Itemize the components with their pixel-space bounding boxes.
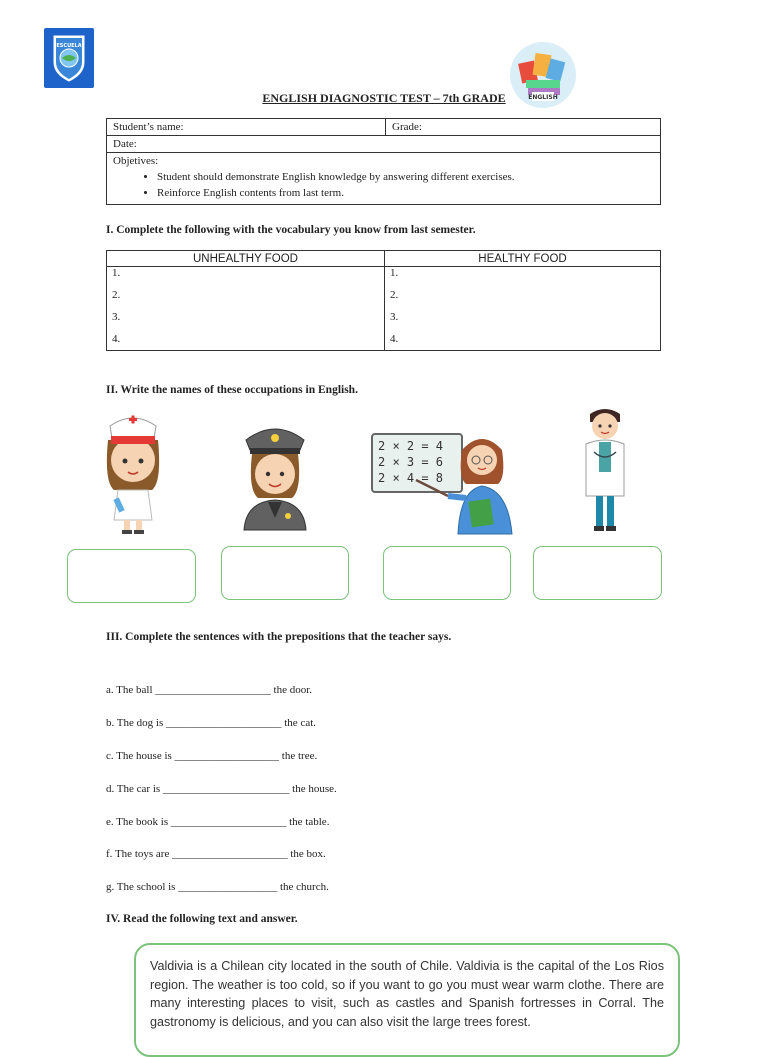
teacher-illustration [370,428,520,536]
school-logo [44,28,94,88]
occupation-answer-box-1[interactable] [67,549,196,603]
page-title: ENGLISH DIAGNOSTIC TEST – 7th GRADE [262,91,506,105]
board-line: 2 × 4 = 8 [378,471,444,485]
reading-text-box [134,943,680,1057]
section-3-heading: III. Complete the sentences with the prepositions that the teacher says. [106,631,452,643]
student-name-cell[interactable] [107,119,386,136]
sentence-text: the house. [289,783,337,795]
food-table [106,250,661,351]
sentence-text: the church. [277,881,329,893]
date-label: Date: [113,138,137,150]
sentence-blank[interactable]: _____________________ [172,848,288,860]
reading-text: Valdivia is a Chilean city located in the south of Chile. Valdivia is the capital of the Los Rios region. The weather is too cold, so if you want to go you must wear warm clothe. There are many interesting places to visit, such as castles and Spanish fortresses in Corral. The gastronomy is delicious, and you can also visit the large trees forest. [150,959,664,1029]
healthy-food-cell[interactable]: 4. [385,333,661,351]
section-4-heading: IV. Read the following text and answer. [106,913,298,925]
sentence-d [106,783,337,795]
school-logo-text: ESCUELA [56,43,82,49]
section-1-heading: I. Complete the following with the vocabulary you know from last semester. [106,224,476,236]
police-officer-illustration [238,420,312,532]
sentence-text: a. The ball [106,684,156,696]
healthy-food-header: HEALTHY FOOD [385,251,661,267]
sentence-blank[interactable]: _______________________ [162,783,290,795]
section-2-heading: II. Write the names of these occupations in English. [106,384,358,396]
sentence-text: b. The dog is [106,717,166,729]
sentence-blank[interactable]: ___________________ [174,750,280,762]
sentence-text: g. The school is [106,881,179,893]
doctor-illustration [570,404,640,536]
objectives-cell [107,153,661,205]
objectives-label: Objetives: [113,155,159,167]
sentence-e [106,816,329,828]
occupation-answer-box-2[interactable] [221,546,349,600]
date-cell[interactable] [107,136,661,153]
sentence-text: f. The toys are [106,848,173,860]
unhealthy-food-cell[interactable]: 2. [107,289,385,311]
nurse-illustration [98,412,168,537]
sentence-text: e. The book is [106,816,171,828]
sentence-c [106,750,317,762]
english-logo-text: ENGLISH [528,94,558,101]
healthy-food-cell[interactable]: 2. [385,289,661,311]
sentence-f [106,848,326,860]
sentence-g [106,881,329,893]
objective-item: • Reinforce English contents from last term. [157,185,654,201]
board-line: 2 × 2 = 4 [378,439,444,453]
sentence-text: d. The car is [106,783,163,795]
sentence-blank[interactable]: _____________________ [170,816,287,828]
objective-item: • Student should demonstrate English knowledge by answering different exercises. [157,169,654,185]
sentence-blank[interactable]: _____________________ [166,717,282,729]
grade-cell[interactable] [386,119,661,136]
sentence-text: the cat. [281,717,317,729]
healthy-food-cell[interactable]: 3. [385,311,661,333]
student-info-table [106,118,661,205]
sentence-text: the door. [270,684,313,696]
unhealthy-food-cell[interactable]: 4. [107,333,385,351]
sentence-a [106,684,312,696]
student-name-label: Student’s name: [113,121,184,133]
board-line: 2 × 3 = 6 [378,455,444,469]
unhealthy-food-cell[interactable]: 3. [107,311,385,333]
healthy-food-cell[interactable]: 1. [385,267,661,290]
sentence-blank[interactable]: _____________________ [155,684,271,696]
occupation-answer-box-3[interactable] [383,546,511,600]
sentence-text: the table. [286,816,330,828]
sentence-text: c. The house is [106,750,175,762]
sentence-text: the box. [287,848,326,860]
sentence-blank[interactable]: __________________ [178,881,278,893]
unhealthy-food-cell[interactable]: 1. [107,267,385,290]
objectives-list [113,169,654,201]
sentence-b [106,717,316,729]
unhealthy-food-header: UNHEALTHY FOOD [107,251,385,267]
sentence-text: the tree. [279,750,318,762]
occupation-answer-box-4[interactable] [533,546,662,600]
grade-label: Grade: [392,121,422,133]
